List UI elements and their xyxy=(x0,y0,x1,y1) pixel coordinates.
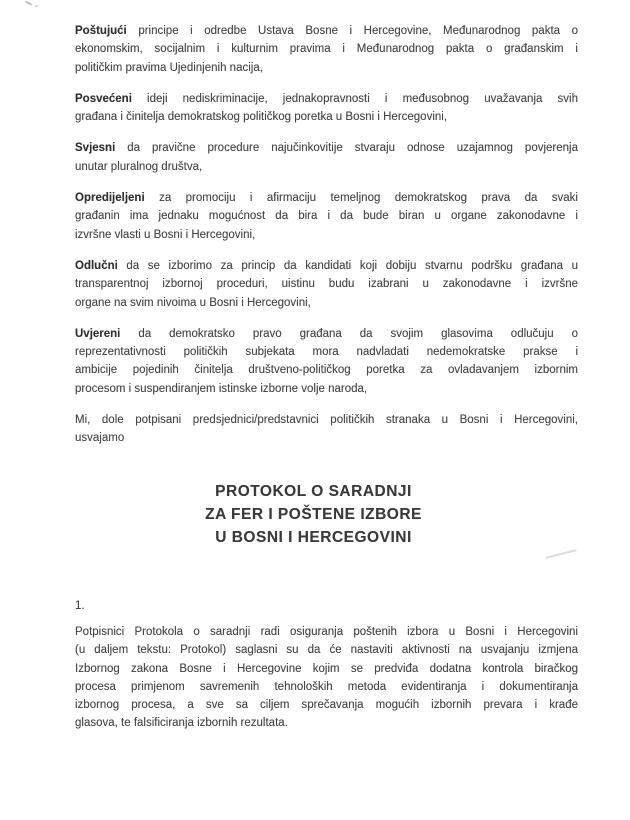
document-title xyxy=(62,480,565,549)
text-line: Odlučni da se izborimo za princip da kandidati koji dobiju stvarnu podršku građana u xyxy=(75,259,578,272)
paragraph xyxy=(75,90,578,127)
document-content xyxy=(75,22,578,746)
preamble-section xyxy=(75,22,578,448)
paragraph xyxy=(75,189,578,244)
text-line: glasova, te falsificiranja izbornih rezultata. xyxy=(75,717,288,730)
text-line: procesa primjenom savremenih tehnoloških metoda evidentiranja i dokumentiranja xyxy=(75,680,578,693)
text-line: Posvećeni ideji nediskriminacije, jednakopravnosti i međusobnog uvažavanja svih xyxy=(75,92,578,105)
text-line: Izbornog zakona Bosne i Hercegovine kojim se predviđa dodatna kontrola biračkog xyxy=(75,662,578,675)
paragraph xyxy=(75,139,578,176)
lead-word: Odlučni xyxy=(75,259,118,272)
section-number: 1. xyxy=(75,599,85,612)
article-1-section xyxy=(75,623,578,733)
lead-word: Poštujući xyxy=(75,25,127,37)
text-line: procesom i suspendiranjem istinske izborne volje naroda, xyxy=(75,382,368,395)
text-line: Potpisnici Protokola o saradnji radi osiguranja poštenih izbora u Bosni i Hercegovini xyxy=(75,625,578,638)
text-line: transparentnoj izbornoj proceduri, uistinu budu izabrani u zakonodavne i izvršne xyxy=(75,278,578,291)
text-line: ambicije pojedinih činitelja društveno-političkog poretka za ovladavanjem izbornim xyxy=(75,364,578,377)
paragraph xyxy=(75,257,578,312)
paragraph xyxy=(75,325,578,398)
text-line: političkim pravima Ujedinjenih nacija, xyxy=(75,61,263,74)
paragraph xyxy=(75,22,578,77)
text-line: usvajamo xyxy=(75,432,125,445)
lead-word: Uvjereni xyxy=(75,327,121,340)
title-line: U BOSNI I HERCEGOVINI xyxy=(215,528,412,546)
text-line: Mi, dole potpisani predsjednici/predstavnici političkih stranaka u Bosni i Hercegovini, xyxy=(75,414,578,427)
text-line: izvršne vlasti u Bosni i Hercegovini, xyxy=(75,228,256,241)
text-line: (u daljem tekstu: Protokol) saglasni su da će nastaviti aktivnosti na usvajanju izmjena xyxy=(75,644,578,657)
title-line: PROTOKOL O SARADNJI xyxy=(215,482,412,500)
title-line: ZA FER I POŠTENE IZBORE xyxy=(205,505,422,523)
text-line: ekonomskim, socijalnim i kulturnim pravima i Međunarodnog pakta o građanskim i xyxy=(75,43,578,56)
text-line: izbornog procesa, a sve sa ciljem sprečavanja mogućih izbornih prevara i krađe xyxy=(75,699,578,712)
paragraph xyxy=(75,623,578,733)
text-line: Opredijeljeni za promociju i afirmaciju temeljnog demokratskog prava da svaki xyxy=(75,192,578,205)
text-line: Svjesni da pravične procedure najučinkovitije stvaraju odnose uzajamnog povjerenja xyxy=(75,142,578,155)
text-line: organe na svim nivoima u Bosni i Hercegovini, xyxy=(75,296,311,309)
lead-word: Svjesni xyxy=(75,142,116,155)
paragraph xyxy=(75,411,578,448)
scan-speckle xyxy=(25,1,32,6)
text-line: Uvjereni da demokratsko pravo građana da svojim glasovima odlučuju o xyxy=(75,327,578,340)
scan-speckle xyxy=(35,5,38,7)
text-line: unutar pluralnog društva, xyxy=(75,160,203,173)
text-line: Poštujući principe i odredbe Ustava Bosne i Hercegovine, Međunarodnog pakta o xyxy=(75,25,578,37)
text-line: građana i činitelja demokratskog političkog poretka u Bosni i Hercegovini, xyxy=(75,111,448,124)
lead-word: Posvećeni xyxy=(75,92,132,105)
text-line: reprezentativnosti političkih subjekata mora nadvladati nedemokratske prakse i xyxy=(75,346,578,359)
lead-word: Opredijeljeni xyxy=(75,192,145,205)
text-line: građanin ima jednaku mogućnost da bira i da bude biran u organe zakonodavne i xyxy=(75,210,578,223)
